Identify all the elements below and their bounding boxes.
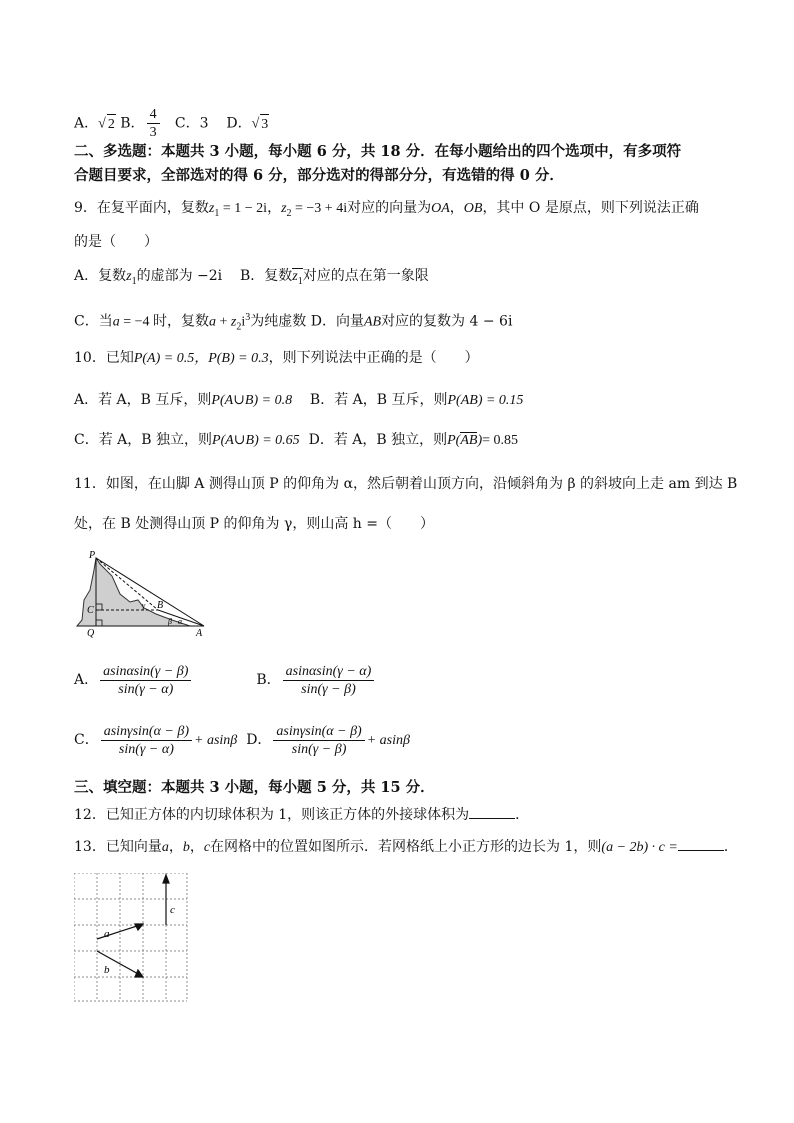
label-Q: Q bbox=[87, 628, 95, 639]
q10-options-ab: A．若 A，B 互斥，则P(A∪B) = 0.8 B．若 A，B 互斥，则P(AB) = 0.15 bbox=[74, 392, 524, 408]
q11-options-cd: C． $\frac{asin\gamma\sin(\alpha - \beta)}{\sin(\gamma - \alpha)}$ + asinβ D． $\frac{asin\gamma\sin(\alpha - \beta)}{\sin(\gamma - \beta)}$ + asinβ bbox=[74, 723, 410, 757]
q11-mountain-figure bbox=[72, 550, 212, 640]
q11-stem: 11．如图，在山脚 A 测得山顶 P 的仰角为 α，然后朝着山顶方向，沿倾斜角为 β 的斜坡向上走 am 到达 B bbox=[74, 476, 738, 492]
label-C: C bbox=[87, 605, 94, 616]
label-vector-c: c bbox=[170, 904, 175, 916]
vector-b-arrowhead bbox=[135, 970, 143, 977]
vector-a-arrowhead bbox=[135, 924, 143, 930]
grid-lines bbox=[74, 873, 187, 1001]
q11-optB-frac: $\frac{asin\alpha\sin(\gamma - \alpha)}{\sin(\gamma - \beta)}$ bbox=[283, 663, 375, 698]
q11-optD-frac: $\frac{asin\gamma\sin(\alpha - \beta)}{\sin(\gamma - \beta)}$ bbox=[273, 723, 364, 758]
q11-stem-2: 处，在 B 处测得山顶 P 的仰角为 γ，则山高 h =（ ） bbox=[74, 516, 434, 532]
vector-c-arrowhead bbox=[163, 875, 169, 883]
q9-options-cd: C．当a = −4 时，复数$a + z_2i^3$为纯虚数 D．向量AB对应的复数为 4 − 6i bbox=[74, 312, 513, 333]
q10-stem: 10．已知P(A) = 0.5，P(B) = 0.3，则下列说法中正确的是（ ） bbox=[74, 350, 479, 366]
label-vector-b: b bbox=[104, 964, 110, 976]
q9-stem-2: 的是（ ） bbox=[74, 234, 158, 250]
section2-title: 二、多选题：本题共 3 小题，每小题 6 分，共 18 分．在每小题给出的四个选项中，有多项符 bbox=[74, 143, 682, 160]
q11-options-ab: A． $\frac{asin\alpha\sin(\gamma - \beta)}{\sin(\gamma - \alpha)}$ B． $\frac{asin\alpha\sin(\gamma - \alpha)}{\sin(\gamma - \beta)}$ bbox=[74, 662, 376, 698]
q11-optA-frac: $\frac{asin\alpha\sin(\gamma - \beta)}{\sin(\gamma - \alpha)}$ bbox=[100, 663, 191, 698]
label-P: P bbox=[89, 550, 96, 561]
q10-options-cd: C．若 A，B 独立，则P(A∪B) = 0.65 D．若 A，B 独立，则P(AB)= 0.85 bbox=[74, 432, 519, 448]
q13-grid-figure bbox=[74, 873, 190, 1003]
label-A: A bbox=[196, 628, 203, 639]
label-alpha: α bbox=[178, 617, 183, 626]
q13-text: 13．已知向量a，b，c在网格中的位置如图所示．若网格纸上小正方形的边长为 1，则(a − 2b) · c = ． bbox=[74, 836, 738, 858]
section3-title: 三、填空题：本题共 3 小题，每小题 5 分，共 15 分． bbox=[74, 779, 435, 796]
q9-stem: 9．在复平面内，复数$z_1 = 1 - 2i$，$z_2 = -3 + 4i$对应的向量为OA，OB，其中 O 是原点，则下列说法正确 bbox=[74, 200, 699, 219]
q13-blank[interactable] bbox=[678, 836, 724, 851]
label-gamma: γ bbox=[142, 601, 146, 610]
q8-options: A．√ 2 B． $\frac{4}{3}$ C．3 D．√ 3 bbox=[74, 107, 269, 140]
q8-frac: $\frac{4}{3}$ bbox=[147, 106, 160, 141]
label-beta: β bbox=[168, 617, 172, 626]
q9-options-ab: A．复数$z_1$的虚部为 −2i B．复数$z_1$对应的点在第一象限 bbox=[74, 268, 429, 287]
section2-title-2: 合题目要求，全部选对的得 6 分，部分选对的得部分分，有选错的得 0 分． bbox=[74, 167, 564, 184]
label-vector-a: a bbox=[104, 928, 110, 940]
q12-text: 12．已知正方体的内切球体积为 1，则该正方体的外接球体积为 ． bbox=[74, 804, 529, 825]
label-B: B bbox=[157, 600, 164, 611]
q12-blank[interactable] bbox=[469, 804, 515, 819]
q11-optC-frac: $\frac{asin\gamma\sin(\alpha - \beta)}{\sin(\gamma - \alpha)}$ bbox=[101, 723, 192, 758]
